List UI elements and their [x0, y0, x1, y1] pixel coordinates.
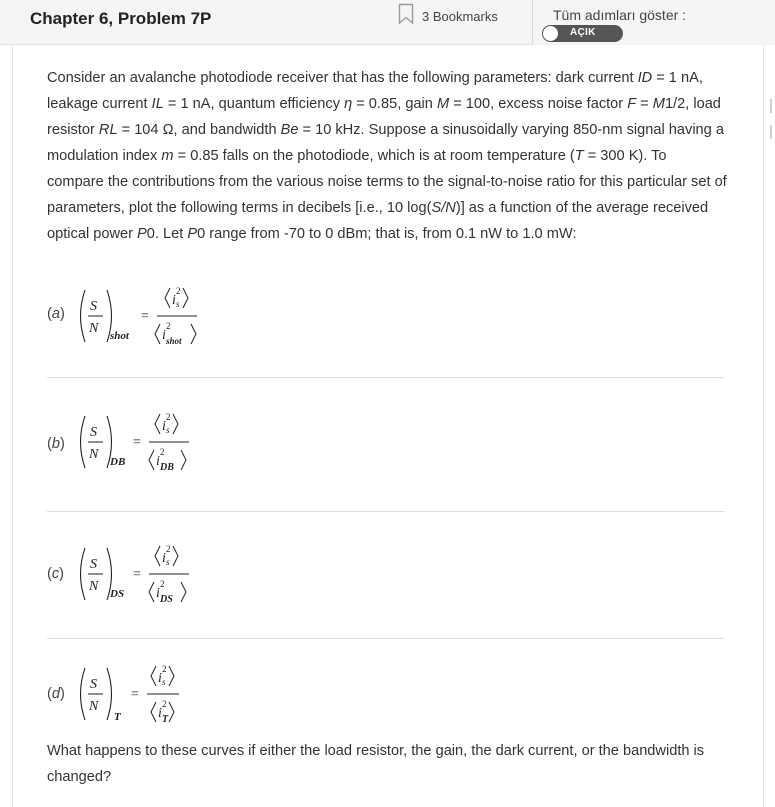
part-label: (d) — [47, 686, 65, 702]
svg-text:2: 2 — [166, 412, 171, 422]
show-steps-label: Tüm adımları göster : — [553, 7, 687, 23]
svg-text:DS: DS — [160, 594, 173, 605]
show-steps-panel — [532, 0, 775, 45]
svg-text:N: N — [89, 699, 99, 714]
svg-text:shot: shot — [110, 330, 129, 342]
svg-text:i: i — [172, 293, 176, 308]
divider — [47, 377, 724, 378]
svg-text:=: = — [133, 567, 141, 582]
part-b — [47, 408, 247, 478]
part-c — [47, 540, 247, 610]
svg-text:2: 2 — [162, 699, 167, 709]
svg-text:i: i — [158, 706, 162, 721]
divider — [47, 511, 724, 512]
svg-text:=: = — [141, 309, 149, 324]
svg-text:DB: DB — [110, 456, 126, 468]
svg-text:T: T — [162, 714, 169, 725]
svg-text:i: i — [156, 454, 160, 469]
svg-text:2: 2 — [166, 544, 171, 554]
part-label: (c) — [47, 566, 65, 582]
scroll-mark — [770, 99, 772, 113]
svg-text:2: 2 — [160, 579, 165, 589]
svg-text:i: i — [156, 586, 160, 601]
svg-text:T: T — [114, 711, 121, 723]
show-steps-toggle[interactable] — [542, 25, 623, 42]
svg-text:DB: DB — [160, 462, 174, 473]
bookmarks-button[interactable] — [398, 4, 498, 28]
svg-text:=: = — [131, 687, 139, 702]
svg-text:2: 2 — [162, 664, 167, 674]
top-bar — [0, 0, 775, 45]
problem-statement: Consider an avalanche photodiode receiver that has the following parameters: dark current ID = 1 nA, leakage current IL = 1 nA, quantum efficiency η = 0.85, gain M = 100, excess noise factor F = M1/2, load resistor RL = 104 Ω, and bandwidth Be = 10 kHz. Suppose a sinusoidally varying 850-nm signal having a modulation index m = 0.85 falls on the photodiode, which is at room temperature (T = 300 K). To compare the contributions from the various noise terms to the signal-to-noise ratio for this particular set of parameters, plot the following terms in decibels [i.e., 10 log(S/N)] as a function of the average received optical power P0. Let P0 range from -70 to 0 dBm; that is, from 0.1 nW to 1.0 mW: — [47, 70, 727, 242]
svg-text:s: s — [176, 299, 180, 309]
svg-text:i: i — [162, 328, 166, 343]
divider — [47, 638, 724, 639]
snr-formula-db — [75, 408, 250, 480]
snr-formula-t — [75, 660, 250, 732]
svg-text:2: 2 — [176, 286, 181, 296]
svg-text:s: s — [162, 677, 166, 687]
snr-formula-shot — [75, 282, 250, 354]
part-label: (a) — [47, 306, 65, 322]
part-label: (b) — [47, 436, 65, 452]
toggle-label: AÇIK — [570, 27, 596, 38]
scroll-mark — [770, 125, 772, 139]
bookmark-icon — [398, 3, 414, 30]
svg-text:N: N — [89, 321, 99, 336]
svg-text:S: S — [90, 557, 97, 572]
bookmarks-label: 3 Bookmarks — [422, 8, 498, 24]
svg-text:=: = — [133, 435, 141, 450]
svg-text:s: s — [166, 425, 170, 435]
svg-text:DS: DS — [110, 588, 125, 600]
svg-text:shot: shot — [166, 336, 182, 346]
svg-text:S: S — [90, 299, 97, 314]
svg-text:s: s — [166, 557, 170, 567]
svg-text:2: 2 — [160, 447, 165, 457]
follow-up-question: What happens to these curves if either the load resistor, the gain, the dark current, or the bandwidth is changed? — [47, 743, 705, 785]
snr-formula-ds — [75, 540, 250, 612]
svg-text:N: N — [89, 447, 99, 462]
svg-text:S: S — [90, 425, 97, 440]
svg-text:S: S — [90, 677, 97, 692]
svg-text:N: N — [89, 579, 99, 594]
svg-text:i: i — [158, 671, 162, 686]
svg-text:i: i — [162, 419, 166, 434]
part-d — [47, 660, 247, 730]
part-a — [47, 282, 247, 352]
chapter-title: Chapter 6, Problem 7P — [30, 9, 212, 28]
svg-text:2: 2 — [166, 321, 171, 331]
svg-text:i: i — [162, 551, 166, 566]
toggle-knob — [543, 26, 558, 41]
